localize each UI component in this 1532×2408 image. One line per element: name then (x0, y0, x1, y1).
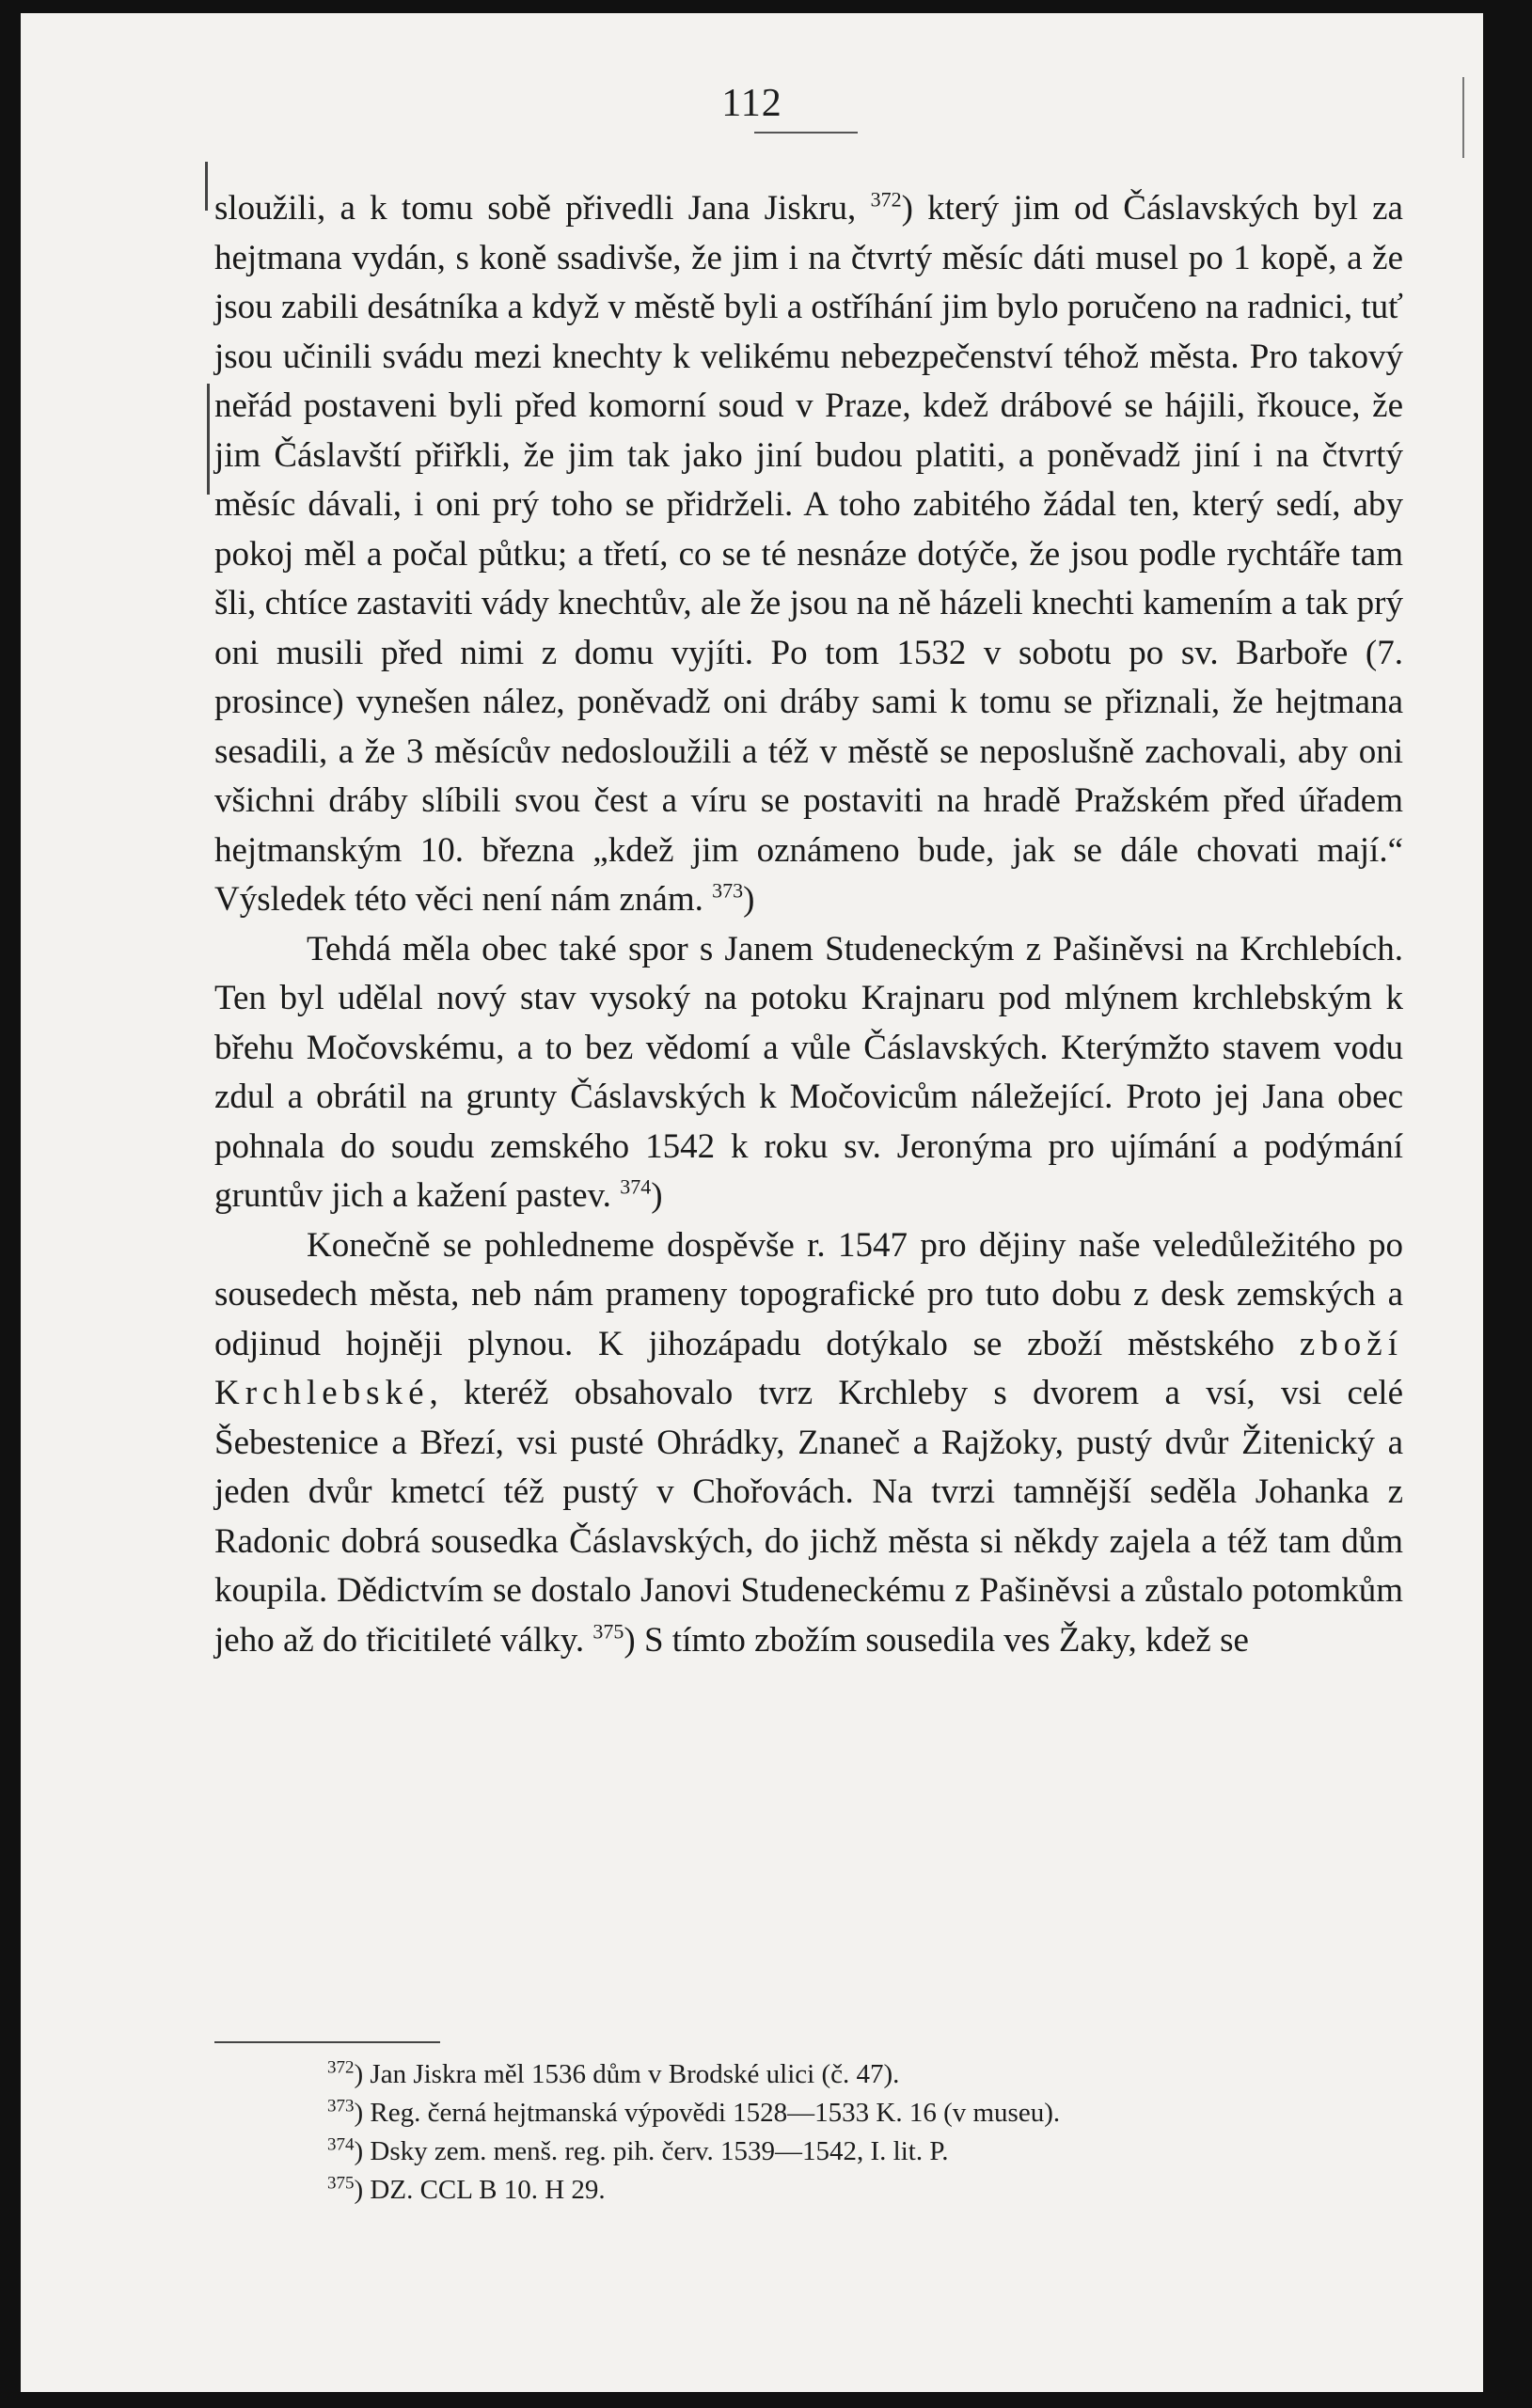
text-run: , kteréž obsahovalo tvrz Krchleby s dvorem a vsí, vsi celé Šebestenice a Březí, vsi pusté Ohrádky, Znaneč a Rajžoky, pustý dvůr Žitenický a jeden dvůr kmetcí též pustý v Chořovách. Na tvrzi tamnější seděla Johanka z Radonic dobrá sousedka Čáslavských, do jichž města si někdy zajela a též tam dům koupila. Dědictvím se dostalo Janovi Studeneckému z Pašiněvsi a zůstalo potomkům jeho až do třicitileté války. (214, 1374, 1403, 1660)
footnotes (327, 2055, 1362, 2210)
text-run: ) S tímto zbožím sousedila ves Žaky, kdež se (624, 1620, 1249, 1660)
footnote-mark: 373 (327, 2096, 355, 2117)
footnote (327, 2094, 1362, 2133)
footnote-text: ) DZ. CCL B 10. H 29. (354, 2175, 606, 2205)
footnote-mark: 374 (327, 2134, 355, 2155)
text-run: ) (743, 880, 755, 919)
footnote (327, 2171, 1362, 2210)
text-run: sloužili, a k tomu sobě přivedli Jana Jiskru, (214, 189, 871, 228)
text-run: Konečně se pohledneme dospěvše r. 1547 pro dějiny naše veledůležitého po sousedech města, neb nám prameny topografické pro tuto dobu z desk zemských a odjinud hojněji plynou. K jihozápadu dotýkalo se zboží městského (214, 1225, 1403, 1363)
footnote-text: ) Reg. černá hejtmanská výpovědi 1528—1533 K. 16 (v museu). (354, 2098, 1061, 2128)
text-run: Tehdá měla obec také spor s Janem Studeneckým z Pašiněvsi na Krchlebích. Ten byl udělal nový stav vysoký na potoku Krajnaru pod mlýnem krchlebským k břehu Močovskému, a to bez vědomí a vůle Čáslavských. Kterýmžto stavem vodu zdul a obrátil na grunty Čáslavských k Močovicům náležející. Proto jej Jana obec pohnala do soudu zemského 1542 k roku sv. Jeronýma pro ujímání a podýmání gruntův jich a kažení pastev. (214, 929, 1403, 1215)
footnote-text: ) Dsky zem. menš. reg. pih. červ. 1539—1542, I. lit. P. (354, 2136, 949, 2166)
page-number: 112 (721, 82, 782, 125)
footnote (327, 2133, 1362, 2171)
footnote (327, 2055, 1362, 2094)
footnote-mark: 375 (327, 2173, 355, 2194)
footnote-mark: 372 (327, 2057, 355, 2078)
margin-mark-left-1 (205, 162, 208, 211)
margin-mark-left-2 (207, 384, 210, 495)
text-run: ) který jim od Čáslavských byl za hejtmana vydán, s koně ssadivše, že jim i na čtvrtý měsíc dáti musel po 1 kopě, a že jsou zabili desátníka a když v městě byli a ostříhání jim bylo poručeno na radnici, tuť jsou učinili svádu mezi knechty k velikému nebezpečenství téhož města. Pro takový neřád postaveni byli před komorní soud v Praze, kdež drábové se hájili, řkouce, že jim Čáslavští přiřkli, že jim tak jako jiní budou platiti, a poněvadž jiní i na čtvrtý měsíc dávali, i oni prý toho se přidrželi. A toho zabitého žádal ten, který sedí, aby pokoj měl a počal půtku; a třetí, co se té nesnáze dotýče, že jsou podle rychtáře tam šli, chtíce zastaviti vády knechtův, ale že jsou na ně házeli knechti kamením a tak prý oni musili před nimi z domu vyjíti. Po tom 1532 v sobotu po sv. Barboře (7. prosince) vynešen nález, poněvadž oni dráby sami k tomu se přiznali, že hejtmana sesadili, a že 3 měsícův nedosloužili a též v městě se neposlušně zachovali, aby oni všichni dráby slíbili svou čest a víru se postaviti na hradě Pražském před úřadem hejtmanským 10. března „kdež jim oznámeno bude, jak se dále chovati mají.“ Výsledek této věci není nám znám. (214, 189, 1403, 919)
footnote-reference: 375 (592, 1619, 624, 1644)
paragraph (214, 1221, 1403, 1666)
book-page (21, 13, 1483, 2392)
margin-mark-right (1462, 77, 1464, 158)
paragraph (214, 925, 1403, 1221)
text-run: ) (651, 1176, 663, 1215)
footnote-reference: 373 (712, 878, 744, 903)
footnote-rule (214, 2041, 440, 2043)
body-text (214, 184, 1403, 1665)
footnote-reference: 374 (620, 1174, 652, 1199)
footnote-reference: 372 (870, 187, 902, 212)
footnote-text: ) Jan Jiskra měl 1536 dům v Brodské ulici (č. 47). (354, 2059, 900, 2089)
spaced-term: zboží Krchlebské (214, 1324, 1403, 1412)
paragraph (214, 184, 1403, 925)
page-number-rule (754, 132, 858, 134)
